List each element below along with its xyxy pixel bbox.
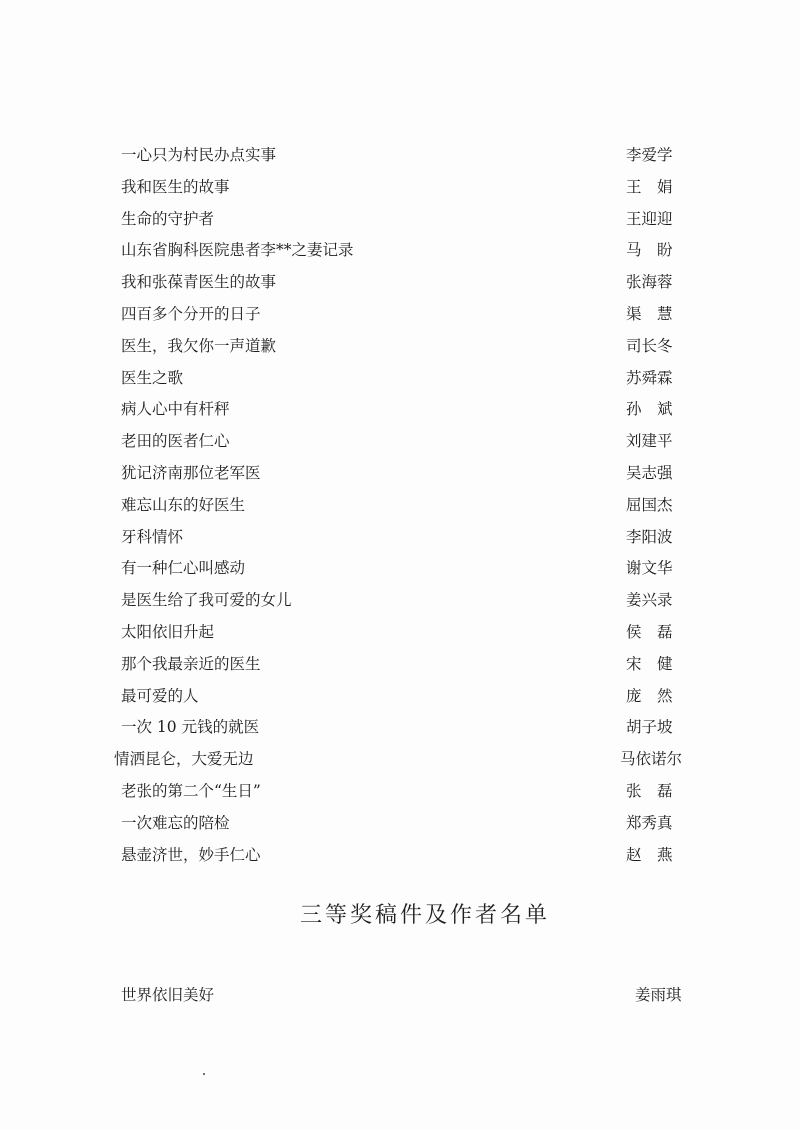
third-prize-heading: 三等奖稿件及作者名单 [299,903,550,928]
entry-author: 侯 磊 [626,622,673,641]
list-item [0,331,800,363]
entry-author: 宋 健 [626,654,673,673]
entry-author: 刘建平 [626,432,673,451]
entry-title: 一心只为村民办点实事 [121,146,277,164]
entry-author: 李阳波 [626,527,673,546]
entry-title: 那个我最亲近的医生 [121,654,261,673]
entry-title: 我和医生的故事 [121,177,230,196]
entry-author: 王迎迎 [626,209,673,228]
entry-title: 病人心中有杆秤 [121,400,230,419]
entry-title: 悬壶济世，妙手仁心 [121,845,261,864]
entry-title: 犹记济南那位老军医 [121,463,261,482]
entry-title: 四百多个分开的日子 [121,304,261,323]
list-item [0,712,800,744]
entry-author: 庞 然 [626,686,673,705]
entry-title: 是医生给了我可爱的女儿 [121,591,292,610]
entry-author: 马 盼 [626,241,673,260]
entry-author: 谢文华 [626,559,673,578]
entry-title: 牙科情怀 [121,527,184,546]
entry-author: 司长冬 [626,336,673,355]
entry-title: 难忘山东的好医生 [121,495,246,514]
entry-author: 胡子坡 [626,718,673,737]
list-item [0,426,800,458]
entry-author: 渠 慧 [626,304,673,323]
entry-author: 孙 斌 [626,400,673,419]
list-item [0,204,800,236]
list-item [0,553,800,585]
entry-author: 姜兴录 [626,591,673,610]
entry-author: 吴志强 [626,463,673,482]
list-item [0,585,800,617]
list-item [0,776,800,808]
list-item [0,458,800,490]
entry-author: 赵 燕 [626,845,673,864]
list-item [0,649,800,681]
entry-title: 太阳依旧升起 [121,622,215,641]
list-item [0,744,800,776]
entry-author: 张 磊 [626,781,673,800]
entry-author: 王 娟 [626,177,673,196]
entry-title: 一次难忘的陪检 [121,813,230,832]
scan-speck [203,1073,205,1075]
entry-title: 最可爱的人 [121,686,199,705]
entry-title: 一次 10 元钱的就医 [121,718,260,737]
entry-author: 郑秀真 [626,813,673,832]
entry-author: 苏舜霖 [626,368,673,387]
entry-title: 老张的第二个“生日” [121,781,261,800]
entry-author: 马依诺尔 [620,750,683,769]
entry-title: 世界依旧美好 [121,986,215,1004]
entry-title: 有一种仁心叫感动 [121,559,246,578]
list-item [0,617,800,649]
list-item [0,299,800,331]
second-prize-list [0,140,800,871]
list-item [0,681,800,713]
entry-author: 李爱学 [626,146,673,164]
entry-title: 老田的医者仁心 [121,432,230,451]
list-item [0,267,800,299]
list-item [0,490,800,522]
entry-title: 我和张葆青医生的故事 [121,273,277,292]
entry-title: 生命的守护者 [121,209,215,228]
entry-title: 医生，我欠你一声道歉 [121,336,277,355]
entry-title: 医生之歌 [121,368,184,387]
list-item [0,394,800,426]
entry-title: 山东省胸科医院患者李**之妻记录 [121,241,354,260]
list-item [0,522,800,554]
list-item [0,140,800,172]
list-item [0,235,800,267]
entry-author: 屈国杰 [626,495,673,514]
entry-author: 张海蓉 [626,273,673,292]
list-item [0,172,800,204]
list-item [0,363,800,395]
list-item [0,840,800,872]
entry-title: 情洒昆仑，大爱无边 [114,750,254,769]
list-item [0,808,800,840]
entry-author: 姜雨琪 [635,986,682,1004]
